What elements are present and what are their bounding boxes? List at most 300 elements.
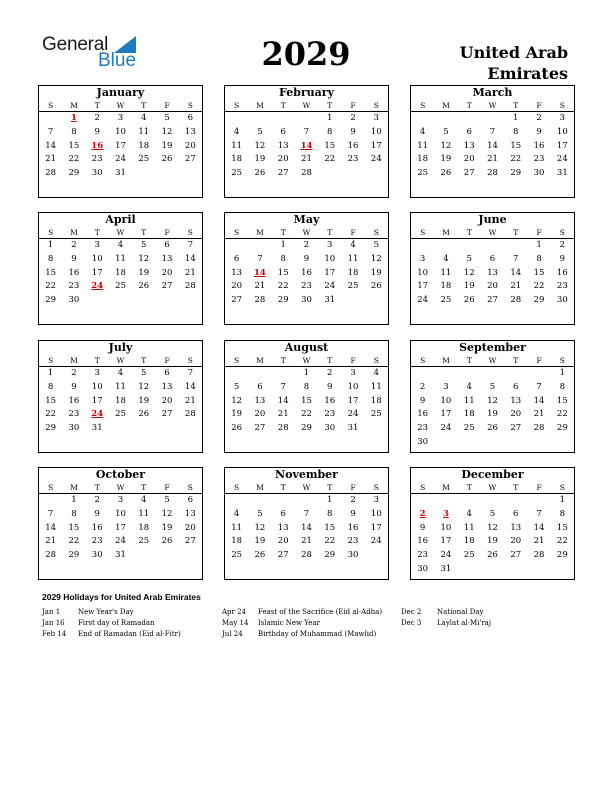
weekday-label: F [350, 356, 356, 365]
weekday-label: M [70, 101, 78, 110]
day-cell [504, 239, 527, 253]
weekday-label: T [327, 228, 333, 237]
day-cell: 18 [115, 395, 126, 406]
day-cell: 23 [347, 536, 359, 547]
week-row [411, 549, 574, 563]
day-cell: 6 [280, 508, 286, 519]
day-cell: 8 [559, 508, 566, 519]
day-cell [155, 422, 178, 436]
day-cell: 26 [161, 536, 173, 547]
day-cell: 6 [187, 113, 194, 123]
day-cell: 17 [370, 522, 382, 533]
holiday-day-cell: 14 [254, 267, 266, 278]
weekday-label: M [256, 483, 264, 492]
weekday-header [39, 355, 202, 367]
day-cell: 23 [347, 154, 359, 165]
month-name: May [293, 213, 320, 226]
day-cell: 9 [71, 381, 77, 392]
day-cell: 11 [463, 522, 475, 533]
month-june [410, 212, 575, 325]
day-cell [551, 436, 574, 450]
week-row [411, 395, 574, 409]
day-cell: 6 [233, 253, 240, 264]
weekday-header [39, 100, 202, 112]
holiday-day-cell: 24 [91, 409, 104, 420]
day-cell: 4 [233, 126, 240, 137]
day-cell [86, 294, 109, 308]
week-row [225, 280, 388, 294]
day-cell: 17 [556, 140, 568, 151]
month-name: June [478, 213, 507, 226]
day-cell: 27 [161, 409, 173, 420]
weekday-label: W [116, 228, 125, 237]
weekday-label: T [141, 356, 147, 365]
day-cell: 14 [184, 253, 196, 264]
day-cell: 5 [466, 253, 472, 264]
day-cell: 31 [556, 168, 568, 179]
day-cell: 30 [347, 550, 359, 561]
day-cell: 24 [370, 536, 382, 547]
day-cell: 14 [301, 522, 312, 533]
day-cell: 4 [466, 508, 472, 519]
weekday-label: T [466, 356, 472, 365]
holiday-name: New Year's Day [78, 608, 134, 616]
day-cell: 16 [417, 536, 429, 547]
day-cell: 17 [324, 267, 336, 278]
week-row [39, 253, 202, 267]
day-cell: 21 [301, 154, 312, 165]
day-cell: 21 [184, 395, 196, 406]
weekday-header [225, 482, 388, 494]
day-cell: 26 [254, 550, 266, 561]
day-cell: 1 [559, 495, 566, 505]
day-cell: 21 [533, 536, 545, 547]
week-row [39, 381, 202, 395]
day-cell: 7 [536, 508, 542, 519]
day-cell: 3 [117, 495, 124, 505]
week-row [411, 280, 574, 294]
day-cell: 30 [324, 423, 336, 434]
day-cell: 13 [487, 267, 498, 278]
day-cell: 5 [164, 495, 170, 505]
day-cell: 17 [440, 409, 452, 420]
day-cell: 5 [257, 126, 263, 137]
holiday-item [42, 607, 181, 618]
day-cell: 22 [324, 154, 336, 165]
day-cell: 6 [164, 368, 170, 378]
day-cell: 11 [138, 508, 150, 519]
weekday-header [411, 227, 574, 239]
day-cell: 28 [533, 550, 545, 561]
weekday-label: F [350, 101, 356, 110]
day-cell: 15 [45, 267, 57, 278]
day-cell: 19 [138, 267, 150, 278]
day-cell: 14 [487, 140, 498, 151]
weekday-label: M [442, 356, 450, 365]
day-cell: 12 [463, 267, 475, 278]
day-cell: 27 [161, 281, 173, 292]
day-cell: 2 [94, 495, 100, 505]
week-row [39, 395, 202, 409]
day-cell: 13 [463, 140, 475, 151]
day-cell: 5 [443, 126, 449, 137]
weekday-label: W [488, 356, 497, 365]
day-cell: 15 [301, 395, 312, 406]
day-cell: 22 [556, 409, 568, 420]
week-row [225, 381, 388, 395]
day-cell [434, 239, 457, 253]
weekday-label: F [536, 101, 542, 110]
day-cell: 7 [187, 368, 194, 378]
weekday-label: S [234, 228, 240, 237]
week-row [39, 535, 202, 549]
day-cell: 27 [184, 536, 196, 547]
day-cell: 23 [556, 281, 568, 292]
week-row [411, 422, 574, 436]
day-cell [458, 436, 481, 450]
month-march [410, 85, 575, 198]
day-cell: 24 [556, 154, 568, 165]
month-november [224, 467, 389, 580]
day-cell: 2 [71, 368, 77, 378]
day-cell: 18 [370, 395, 382, 406]
day-cell [411, 112, 434, 126]
day-cell: 5 [489, 508, 496, 519]
day-cell: 2 [559, 240, 566, 250]
day-cell: 12 [254, 522, 266, 533]
day-cell [365, 549, 388, 563]
day-cell [132, 167, 155, 181]
day-cell: 15 [533, 267, 545, 278]
weekday-header [39, 227, 202, 239]
day-cell: 22 [277, 281, 289, 292]
day-cell: 7 [489, 126, 496, 137]
day-cell: 21 [254, 281, 266, 292]
day-cell: 8 [47, 381, 54, 392]
day-cell: 17 [347, 395, 359, 406]
week-row [411, 508, 574, 522]
day-cell: 28 [184, 409, 196, 420]
weekday-label: S [234, 101, 240, 110]
weekday-label: T [466, 483, 472, 492]
week-row [411, 436, 574, 450]
day-cell: 30 [301, 295, 312, 306]
day-cell: 23 [68, 281, 80, 292]
day-cell: 24 [115, 154, 126, 165]
day-cell: 8 [513, 126, 519, 137]
day-cell: 27 [510, 423, 522, 434]
day-cell: 1 [536, 240, 542, 250]
day-cell: 15 [45, 395, 57, 406]
day-cell [39, 112, 62, 126]
day-cell: 30 [417, 436, 429, 447]
day-cell: 14 [510, 267, 522, 278]
week-row [225, 422, 388, 436]
day-cell: 20 [277, 154, 289, 165]
day-cell [179, 294, 202, 308]
day-cell: 8 [559, 381, 566, 392]
holiday-date: Jul 24 [222, 630, 243, 638]
day-cell: 9 [303, 253, 310, 264]
day-cell [155, 549, 178, 563]
day-cell: 13 [254, 395, 266, 406]
day-cell: 27 [231, 295, 243, 306]
day-cell: 8 [536, 253, 542, 264]
day-cell [434, 367, 457, 381]
week-row [411, 563, 574, 577]
holiday-item [401, 618, 491, 629]
month-name: March [472, 86, 513, 99]
holiday-day-cell: 14 [300, 140, 313, 151]
weekday-label: S [187, 228, 193, 237]
weekday-label: S [373, 228, 379, 237]
month-april [38, 212, 203, 325]
day-cell: 17 [115, 140, 126, 151]
day-cell: 16 [91, 522, 103, 533]
holiday-date: Jan 1 [42, 608, 61, 616]
day-cell: 13 [184, 126, 196, 137]
weekday-label: S [420, 228, 426, 237]
day-cell: 3 [373, 495, 380, 505]
holidays-title: 2029 Holidays for United Arab Emirates [42, 592, 201, 602]
day-cell: 7 [257, 253, 263, 264]
day-cell: 19 [161, 522, 173, 533]
week-row [225, 140, 388, 154]
day-cell [295, 494, 318, 508]
day-cell [272, 367, 295, 381]
day-cell: 24 [440, 550, 452, 561]
week-row [225, 253, 388, 267]
day-cell: 27 [487, 295, 498, 306]
day-cell: 31 [115, 550, 126, 561]
day-cell: 19 [161, 140, 173, 151]
day-cell [458, 494, 481, 508]
day-cell [225, 494, 248, 508]
day-cell: 28 [301, 550, 312, 561]
day-cell: 25 [138, 154, 150, 165]
day-cell: 10 [115, 508, 126, 519]
day-cell [39, 494, 62, 508]
day-cell: 31 [347, 423, 359, 434]
day-cell: 3 [94, 368, 100, 378]
day-cell: 12 [231, 395, 243, 406]
week-row [411, 381, 574, 395]
day-cell: 6 [164, 240, 170, 250]
day-cell: 30 [91, 550, 103, 561]
day-cell: 27 [510, 550, 522, 561]
day-cell: 16 [556, 267, 568, 278]
day-cell [527, 563, 550, 577]
day-cell: 13 [277, 140, 289, 151]
day-cell: 2 [303, 240, 310, 250]
day-cell: 6 [513, 508, 519, 519]
holiday-name: First day of Ramadan [78, 619, 155, 627]
day-cell: 5 [233, 381, 240, 392]
week-row [411, 535, 574, 549]
day-cell: 11 [138, 126, 150, 137]
day-cell: 12 [161, 508, 173, 519]
weekday-label: T [513, 228, 519, 237]
day-cell: 27 [184, 154, 196, 165]
day-cell: 18 [115, 267, 126, 278]
day-cell: 28 [510, 295, 522, 306]
holiday-date: May 14 [222, 619, 249, 627]
day-cell: 5 [141, 368, 147, 378]
weekday-label: S [48, 101, 54, 110]
day-cell [481, 112, 504, 126]
day-cell: 1 [47, 240, 54, 250]
month-name: January [96, 86, 145, 99]
week-row [225, 549, 388, 563]
day-cell [434, 436, 457, 450]
day-cell: 26 [161, 154, 173, 165]
weekday-label: W [488, 228, 497, 237]
day-cell: 29 [301, 423, 312, 434]
day-cell: 22 [45, 281, 57, 292]
logo-word-general: General [42, 34, 109, 55]
day-cell: 4 [141, 495, 147, 505]
day-cell: 23 [91, 154, 103, 165]
day-cell: 7 [303, 508, 310, 519]
day-cell: 23 [417, 423, 429, 434]
day-cell: 5 [164, 113, 170, 123]
day-cell: 4 [373, 368, 380, 378]
day-cell: 8 [303, 381, 310, 392]
day-cell [527, 367, 550, 381]
day-cell: 8 [47, 253, 54, 264]
day-cell: 10 [91, 253, 103, 264]
day-cell: 18 [138, 140, 150, 151]
day-cell: 28 [45, 550, 57, 561]
day-cell: 29 [510, 168, 522, 179]
weekday-label: F [164, 483, 170, 492]
day-cell: 25 [463, 423, 475, 434]
day-cell: 8 [327, 508, 333, 519]
day-cell: 5 [489, 381, 496, 392]
day-cell: 21 [510, 281, 522, 292]
day-cell [481, 239, 504, 253]
day-cell: 4 [419, 126, 426, 137]
day-cell: 18 [347, 267, 359, 278]
week-row [39, 522, 202, 536]
day-cell [225, 112, 248, 126]
holiday-day-cell: 24 [91, 281, 104, 292]
holiday-column [42, 607, 181, 640]
holiday-item [222, 629, 382, 640]
holiday-day-cell: 3 [442, 508, 449, 519]
weekday-label: S [187, 483, 193, 492]
week-row [39, 126, 202, 140]
week-row [411, 294, 574, 308]
day-cell: 17 [370, 140, 382, 151]
month-october [38, 467, 203, 580]
day-cell: 6 [489, 253, 496, 264]
day-cell: 17 [440, 536, 452, 547]
day-cell: 3 [419, 253, 426, 264]
weekday-label: W [302, 228, 311, 237]
day-cell: 9 [419, 395, 426, 406]
weekday-label: T [94, 228, 100, 237]
week-row [225, 267, 388, 281]
month-name: October [95, 468, 146, 481]
day-cell: 30 [68, 295, 80, 306]
weekday-label: W [116, 101, 125, 110]
month-name: December [461, 468, 524, 481]
day-cell: 28 [277, 423, 289, 434]
day-cell: 21 [277, 409, 289, 420]
day-cell: 20 [161, 395, 173, 406]
week-row [411, 408, 574, 422]
weekday-label: M [256, 101, 264, 110]
day-cell: 2 [71, 240, 77, 250]
day-cell: 16 [347, 140, 359, 151]
week-row [411, 494, 574, 508]
day-cell: 10 [440, 395, 452, 406]
month-name: August [284, 341, 329, 354]
month-name: September [459, 341, 526, 354]
day-cell [318, 167, 341, 181]
week-row [225, 239, 388, 253]
weekday-label: T [94, 101, 100, 110]
day-cell: 23 [417, 550, 429, 561]
week-row [39, 422, 202, 436]
day-cell [504, 494, 527, 508]
holiday-day-cell: 1 [70, 113, 77, 123]
weekday-label: F [536, 228, 542, 237]
day-cell: 18 [231, 536, 243, 547]
holiday-item [42, 618, 181, 629]
day-cell: 19 [231, 409, 243, 420]
day-cell: 20 [510, 409, 522, 420]
day-cell: 20 [277, 536, 289, 547]
day-cell: 4 [443, 253, 449, 264]
week-row [39, 239, 202, 253]
logo-word-blue: Blue [98, 50, 137, 71]
day-cell: 8 [71, 126, 77, 137]
weekday-header [411, 482, 574, 494]
weekday-label: W [116, 356, 125, 365]
day-cell: 27 [254, 423, 266, 434]
day-cell: 31 [115, 168, 126, 179]
day-cell [365, 422, 388, 436]
day-cell: 3 [327, 240, 333, 250]
day-cell: 13 [161, 381, 173, 392]
weekday-label: S [48, 356, 54, 365]
month-july [38, 340, 203, 453]
day-cell: 15 [556, 395, 568, 406]
day-cell: 29 [556, 550, 568, 561]
weekday-label: F [536, 356, 542, 365]
week-row [39, 549, 202, 563]
day-cell: 11 [347, 253, 359, 264]
day-cell: 12 [161, 126, 173, 137]
day-cell: 27 [277, 550, 289, 561]
holiday-date: Dec 3 [401, 619, 422, 627]
day-cell: 10 [370, 126, 382, 137]
day-cell: 14 [45, 140, 57, 151]
day-cell: 5 [373, 240, 380, 250]
weekday-label: M [442, 228, 450, 237]
day-cell [248, 367, 271, 381]
day-cell [155, 167, 178, 181]
day-cell: 21 [184, 267, 196, 278]
day-cell: 23 [301, 281, 312, 292]
day-cell: 30 [68, 423, 80, 434]
day-cell: 1 [327, 113, 333, 123]
day-cell: 27 [463, 168, 475, 179]
holiday-name: End of Ramadan (Eid al-Fitr) [78, 630, 181, 638]
day-cell: 19 [487, 536, 498, 547]
